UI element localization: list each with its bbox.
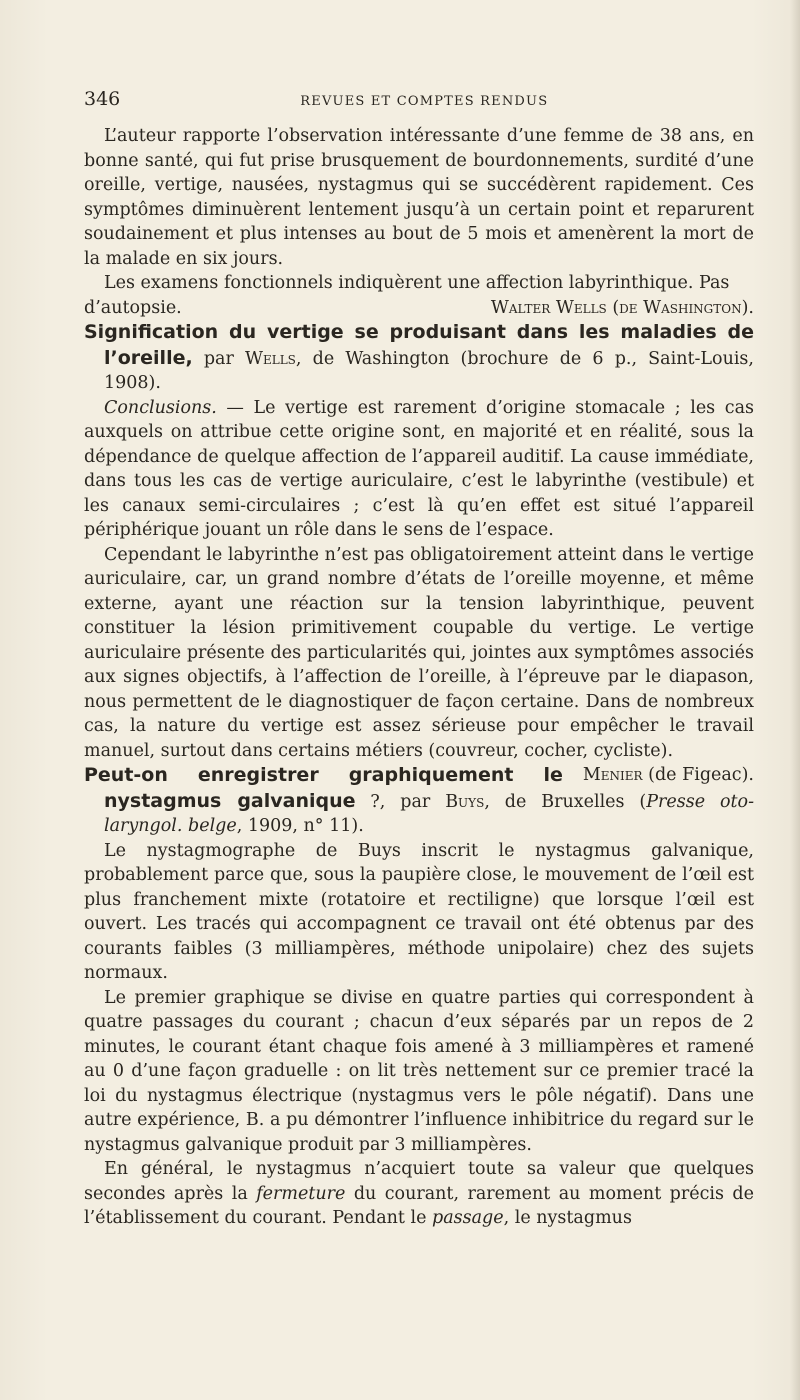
paragraph-label: Conclusions. (104, 397, 217, 418)
paragraph-text: Les examens fonctionnels indiquèrent une affection labyrinthique. Pas d’autopsie. (84, 273, 730, 318)
entry-text: , de Bruxelles ( (484, 791, 647, 812)
paragraph (84, 271, 754, 320)
paragraph-text: — Le vertige est rarement d’origine stomacale ; les cas auxquels on attribue cette origine sont, en majorité et en réalité, sous la dépendance de quelque affection de l’appareil auditif. La cause immédiate, dans tous les cas de vertige auriculaire, c’est le labyrinthe (vestibule) et les canaux semi-circulaires ; c’est là qu’en effet est situé l’appareil périphérique jouant un rôle dans le sens de l’espace. (84, 397, 754, 540)
paragraph: Le premier graphique se divise en quatre parties qui correspondent à quatre passages du courant ; chacun d’eux séparés par un repos de 2 minutes, le courant étant chaque fois amené à 3 milliampères et ramené au 0 d’une façon graduelle : on lit très nettement sur ce premier tracé la loi du nystagmus électrique (nystagmus vers le pôle négatif). Dans une autre expérience, B. a pu démontrer l’influence inhibitrice du regard sur le nystagmus galvanique produit par 3 milliampères. (84, 987, 754, 1155)
entry-source: , de Washington (brochure de 6 p., Saint-Louis, 1908). (104, 348, 754, 393)
paragraph-text: , le nystagmus (503, 1208, 632, 1228)
entry-title: Peut-on enregistrer graphiquement le nystagmus galvanique (84, 764, 563, 812)
emphasis: fermeture (256, 1183, 346, 1204)
page-number: 346 (84, 88, 121, 110)
paragraph (84, 1157, 754, 1231)
paragraph: Le nystagmographe de Buys inscrit le nystagmus galvanique, probablement parce que, sous la paupière close, le mouvement de l’œil est plus franchement mixte (rotatoire et rectiligne) que lorsque l’œil est ouvert. Les tracés qui accompagnent ce travail ont été obtenus par des courants faibles (3 milliampères, méthode unipolaire) chez des sujets normaux. (84, 840, 754, 983)
journal-title: REVUES ET COMPTES RENDUS (300, 94, 549, 109)
running-header (84, 88, 754, 110)
page-edge-shadow (790, 0, 800, 1400)
paragraph (84, 543, 754, 785)
bibliographic-entry (84, 320, 754, 396)
entry-text: ?, par (355, 791, 446, 812)
entry-text: par (192, 348, 245, 369)
reviewer-signature (563, 763, 754, 788)
paragraph (84, 396, 754, 543)
reviewer-place: (de Figeac). (642, 765, 754, 785)
emphasis: passage (432, 1208, 504, 1228)
entry-source: , 1909, n° 11). (236, 816, 364, 836)
paragraph-text: Cependant le labyrinthe n’est pas obligatoirement atteint dans le vertige auriculaire, car, un grand nombre d’états de l’oreille moyenne, et même externe, ayant une réaction sur la tension labyrinthique, peuvent constituer la lésion primitivement coupable du vertige. Le vertige auriculaire présente des particularités qui, jointes aux symptômes associés aux signes objectifs, à l’affection de l’oreille, à l’épreuve par le diapason, nous permettent de le diagnostiquer de façon certaine. Dans de nombreux cas, la nature du vertige est assez sérieuse pour empêcher le travail manuel, surtout dans certains métiers (couvreur, cocher, cycliste). (84, 544, 754, 761)
paragraph-text: En général, le nystagmus n’acquiert toute sa valeur que quelques secondes après la (84, 1159, 754, 1204)
document-page (84, 88, 754, 1231)
reviewer-signature: Walter Wells (de Washington). (490, 297, 754, 318)
entry-journal: Presse oto-laryngol. belge (104, 791, 754, 836)
entry-title: Signification du vertige se produisant dans les maladies de l’oreille, (84, 321, 754, 369)
entry-author: Buys (445, 791, 485, 812)
reviewer-name: Menier (582, 765, 643, 785)
paragraph: L’auteur rapporte l’observation intéressante d’une femme de 38 ans, en bonne santé, qui fut prise brusquement de bourdonnements, surdité d’une oreille, vertige, nausées, nystagmus qui se succédèrent rapidement. Ces symptômes diminuèrent lentement jusqu’à un certain point et reparurent soudainement et plus intenses au bout de 5 mois et amenèrent la mort de la malade en six jours. (84, 126, 754, 269)
entry-author: Wells (245, 348, 296, 369)
paragraph-text: du courant, rarement au moment précis de l’établissement du courant. Pendant le (84, 1183, 754, 1228)
